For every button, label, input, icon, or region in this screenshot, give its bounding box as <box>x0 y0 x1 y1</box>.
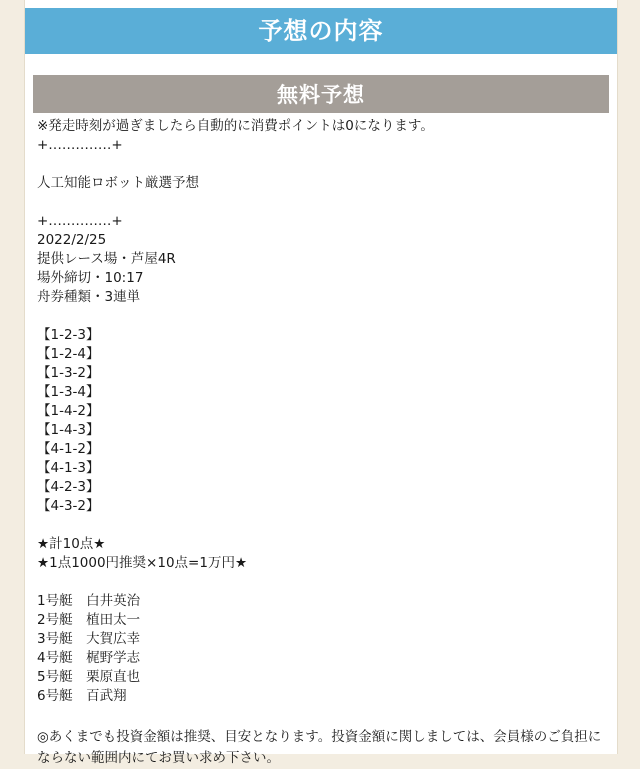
combination-item: 【1-4-3】 <box>37 422 100 438</box>
boat-entry: 6号艇 百武翔 <box>37 688 127 704</box>
blank-line <box>37 193 607 212</box>
blank-line <box>37 573 607 592</box>
summary-bet: ★1点1000円推奨×10点=1万円★ <box>37 555 248 571</box>
boat-entry: 4号艇 梶野学志 <box>37 650 141 666</box>
combination-item: 【4-1-3】 <box>37 460 100 476</box>
combination-item: 【4-3-2】 <box>37 498 100 514</box>
section-title: 無料予想 <box>33 75 609 113</box>
page-title: 予想の内容 <box>25 8 617 54</box>
divider-top: +‥‥‥‥‥‥‥+ <box>37 137 123 153</box>
combination-item: 【1-2-3】 <box>37 327 100 343</box>
blank-line <box>37 706 607 725</box>
content-frame <box>24 0 618 766</box>
combination-item: 【1-3-2】 <box>37 365 100 381</box>
boat-entry: 1号艇 白井英治 <box>37 593 141 609</box>
race-venue: 提供レース場・芦屋4R <box>37 251 176 267</box>
boat-entry: 2号艇 植田太一 <box>37 612 141 628</box>
race-deadline: 場外締切・10:17 <box>37 270 144 286</box>
combination-item: 【1-4-2】 <box>37 403 100 419</box>
combination-item: 【4-1-2】 <box>37 441 100 457</box>
ticket-type: 舟券種類・3連単 <box>37 289 141 305</box>
combination-item: 【1-2-4】 <box>37 346 100 362</box>
notice-text: ※発走時刻が過ぎましたら自動的に消費ポイントは0になります。 <box>37 118 434 134</box>
disclaimer-text: ◎あくまでも投資金額は推奨、目安となります。投資金額に関しましては、会員様のご負担にならない範囲内にてお買い求め下さい。 <box>37 729 602 766</box>
plan-name: 人工知能ロボット厳選予想 <box>37 175 199 191</box>
combination-item: 【1-3-4】 <box>37 384 100 400</box>
blank-line <box>37 155 607 174</box>
boat-entry: 3号艇 大賀広幸 <box>37 631 141 647</box>
blank-line <box>37 307 607 326</box>
race-date: 2022/2/25 <box>37 232 107 248</box>
blank-line <box>37 516 607 535</box>
prediction-content <box>37 117 607 769</box>
boat-entry: 5号艇 栗原直也 <box>37 669 141 685</box>
divider-bottom: +‥‥‥‥‥‥‥+ <box>37 213 123 229</box>
summary-total: ★計10点★ <box>37 536 106 552</box>
combination-item: 【4-2-3】 <box>37 479 100 495</box>
